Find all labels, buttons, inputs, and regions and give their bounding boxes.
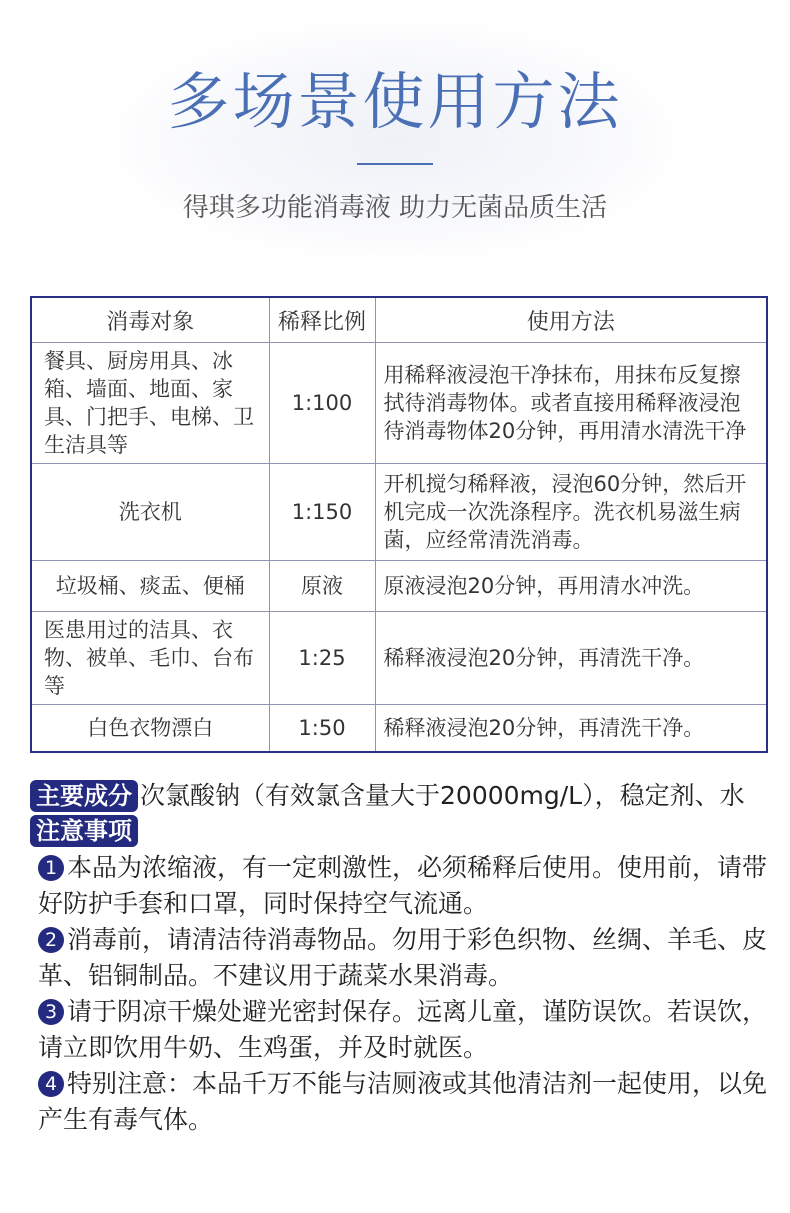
row-ratio: 1:100	[269, 343, 375, 464]
row-ratio: 1:25	[269, 612, 375, 705]
row-method: 用稀释液浸泡干净抹布，用抹布反复擦拭待消毒物体。或者直接用稀释液浸泡待消毒物体20分钟，再用清水清洗干净	[375, 343, 767, 464]
table-row	[31, 464, 767, 561]
notice-item	[38, 850, 770, 922]
notice-list	[38, 850, 770, 1138]
number-badge-icon: 2	[38, 927, 64, 953]
row-object: 医患用过的洁具、衣物、被单、毛巾、台布等	[31, 612, 269, 705]
row-ratio: 1:50	[269, 705, 375, 753]
row-ratio: 原液	[269, 561, 375, 612]
header-object: 消毒对象	[31, 297, 269, 343]
title-divider	[357, 163, 433, 165]
row-method: 原液浸泡20分钟，再用清水冲洗。	[375, 561, 767, 612]
row-method: 开机搅匀稀释液，浸泡60分钟，然后开机完成一次洗涤程序。洗衣机易滋生病菌，应经常清洗消毒。	[375, 464, 767, 561]
page-subtitle: 得琪多功能消毒液 助力无菌品质生活	[182, 193, 608, 223]
number-badge-icon: 1	[38, 855, 64, 881]
page-title: 多场景使用方法	[167, 65, 623, 138]
number-badge-icon: 4	[38, 1071, 64, 1097]
usage-table	[30, 296, 768, 753]
notice-text: 请于阴凉干燥处避光密封保存。远离儿童，谨防误饮。若误饮，请立即饮用牛奶、生鸡蛋，并及时就医。	[38, 997, 768, 1062]
notice-item	[38, 994, 770, 1066]
table-row	[31, 612, 767, 705]
ingredients-tag: 主要成分	[30, 780, 138, 812]
row-method: 稀释液浸泡20分钟，再清洗干净。	[375, 705, 767, 753]
notice-heading	[30, 815, 138, 847]
ingredients-text: 次氯酸钠（有效氯含量大于20000mg/L），稳定剂、水	[140, 781, 745, 810]
table-row	[31, 705, 767, 753]
notice-text: 本品为浓缩液，有一定刺激性，必须稀释后使用。使用前，请带好防护手套和口罩，同时保持空气流通。	[38, 853, 768, 918]
notice-tag: 注意事项	[30, 815, 138, 847]
notice-text: 消毒前，请清洁待消毒物品。勿用于彩色织物、丝绸、羊毛、皮革、铝铜制品。不建议用于蔬菜水果消毒。	[38, 925, 768, 990]
number-badge-icon: 3	[38, 999, 64, 1025]
row-object: 洗衣机	[31, 464, 269, 561]
row-ratio: 1:150	[269, 464, 375, 561]
table-header-row	[31, 297, 767, 343]
table-row	[31, 343, 767, 464]
table-row	[31, 561, 767, 612]
header-ratio: 稀释比例	[269, 297, 375, 343]
row-method: 稀释液浸泡20分钟，再清洗干净。	[375, 612, 767, 705]
row-object: 餐具、厨房用具、冰箱、墙面、地面、家具、门把手、电梯、卫生洁具等	[31, 343, 269, 464]
notice-text: 特别注意：本品千万不能与洁厕液或其他清洁剂一起使用，以免产生有毒气体。	[38, 1069, 768, 1134]
notice-item	[38, 922, 770, 994]
row-object: 白色衣物漂白	[31, 705, 269, 753]
notice-item	[38, 1066, 770, 1138]
row-object: 垃圾桶、痰盂、便桶	[31, 561, 269, 612]
header-method: 使用方法	[375, 297, 767, 343]
ingredients-line	[30, 778, 770, 813]
